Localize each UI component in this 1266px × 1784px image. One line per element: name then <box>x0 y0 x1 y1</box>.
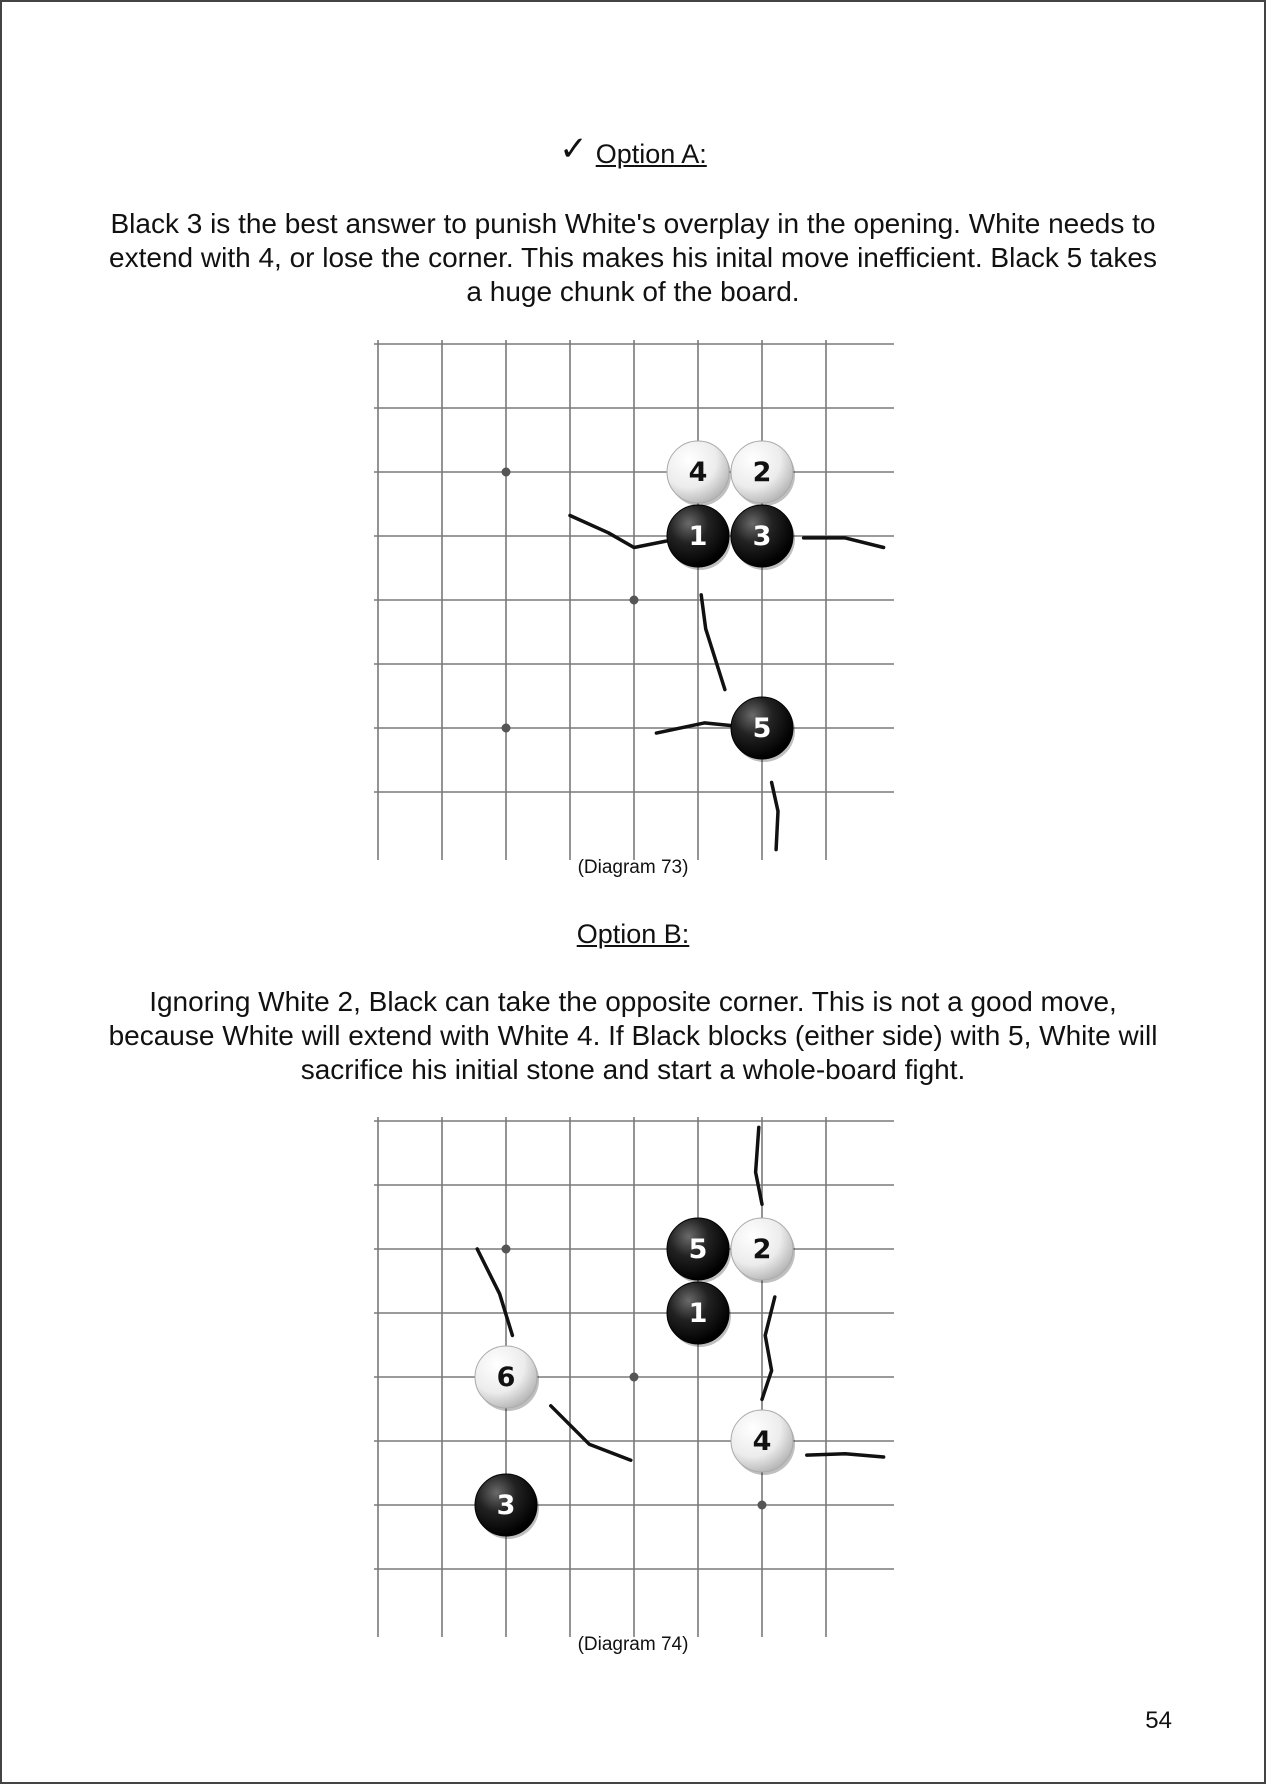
option-b-title: Option B: <box>576 919 690 949</box>
hand-drawn-arrow <box>477 1249 512 1335</box>
option-a-heading <box>2 132 1264 172</box>
check-mark-icon: ✓ <box>559 130 588 168</box>
white-stone-2 <box>731 441 795 506</box>
stone-label: 4 <box>688 457 708 488</box>
black-stone-3 <box>475 1474 539 1539</box>
option-a-title: Option A: <box>595 139 707 169</box>
black-stone-3 <box>731 505 795 570</box>
star-point <box>502 1245 511 1254</box>
hand-drawn-arrow <box>570 516 666 548</box>
stone-label: 5 <box>688 1234 708 1265</box>
star-point <box>630 1373 639 1382</box>
star-point <box>502 724 511 733</box>
diagram-73-caption: (Diagram 73) <box>577 857 689 878</box>
stone-label: 1 <box>688 1298 708 1329</box>
page-number: 54 <box>1145 1707 1172 1734</box>
stone-label: 6 <box>496 1362 516 1393</box>
black-stone-5 <box>731 697 795 762</box>
stone-label: 5 <box>752 713 772 744</box>
hand-drawn-arrow <box>756 1127 762 1204</box>
black-stone-5 <box>667 1218 731 1283</box>
white-stone-4 <box>731 1410 795 1475</box>
black-stone-1 <box>667 1282 731 1347</box>
star-point <box>502 468 511 477</box>
hand-drawn-arrow <box>804 538 884 548</box>
star-point <box>758 1501 767 1510</box>
star-point <box>630 596 639 605</box>
stone-label: 4 <box>752 1426 772 1457</box>
stone-label: 2 <box>752 1234 772 1265</box>
black-stone-1 <box>667 505 731 570</box>
stone-label: 3 <box>496 1490 516 1521</box>
option-b-heading <box>2 919 1264 950</box>
hand-drawn-arrow <box>807 1454 884 1457</box>
white-stone-2 <box>731 1218 795 1283</box>
white-stone-6 <box>475 1346 539 1411</box>
hand-drawn-arrow <box>701 595 725 690</box>
stone-label: 1 <box>688 521 708 552</box>
option-a-paragraph: Black 3 is the best answer to punish White's overplay in the opening. White needs to extend with 4, or lose the corner. This makes his inital move inefficient. Black 5 takes a huge chunk of the board. <box>109 208 1157 307</box>
white-stone-4 <box>667 441 731 506</box>
diagram-74-caption: (Diagram 74) <box>577 1634 689 1655</box>
go-board-diagram-74 <box>374 1117 894 1637</box>
option-b-paragraph: Ignoring White 2, Black can take the opposite corner. This is not a good move, because White will extend with White 4. If Black blocks (either side) with 5, White will sacrifice his initial stone and start a whole-board fight. <box>108 986 1158 1085</box>
stone-label: 2 <box>752 457 772 488</box>
hand-drawn-arrow <box>551 1406 631 1460</box>
stone-label: 3 <box>752 521 772 552</box>
go-board-diagram-73 <box>374 340 894 860</box>
